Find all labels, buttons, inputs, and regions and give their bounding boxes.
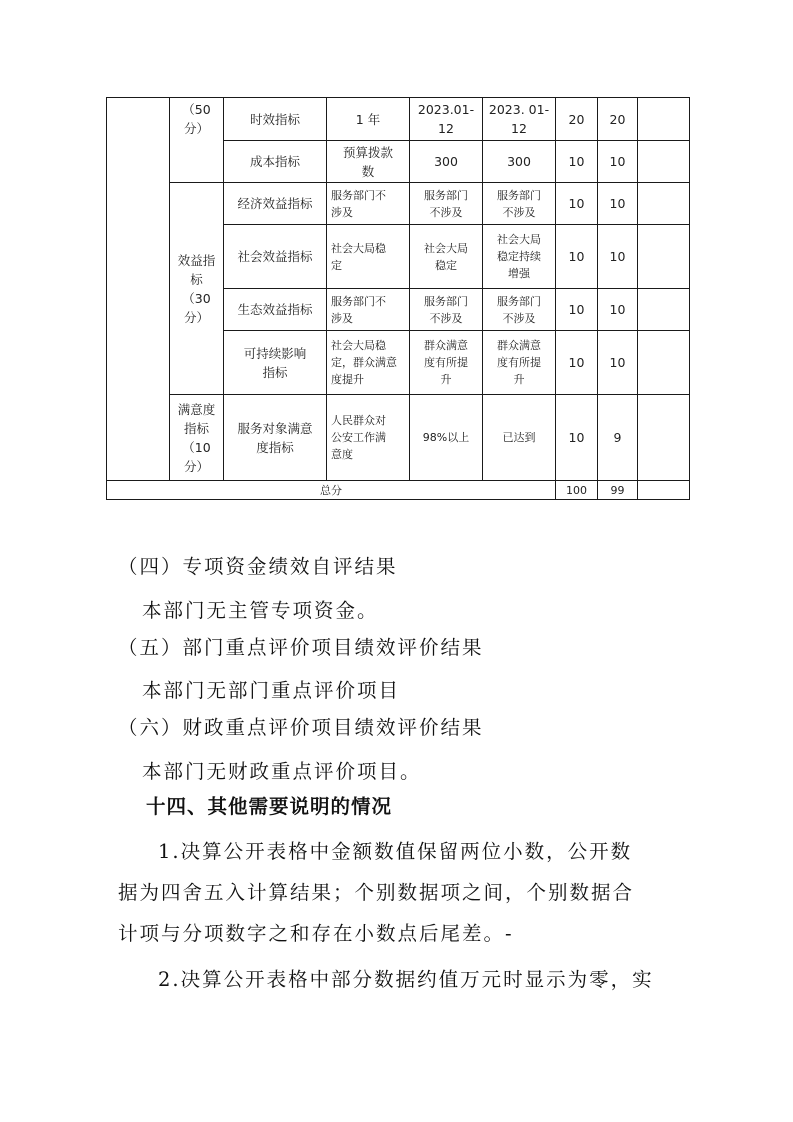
target-cell: 预算拨款 数 — [342, 144, 393, 179]
other-p1-line1: 1.决算公开表格中金额数值保留两位小数，公开数 — [158, 840, 633, 863]
note-cell — [638, 331, 689, 394]
indicator-cell: 社会效益指标 — [237, 249, 313, 264]
other-p1-line2: 据为四舍五入计算结果；个别数据项之间，个别数据合 — [118, 881, 635, 904]
value-a-cell: 2023.01- 12 — [417, 102, 475, 136]
score-cell: 10 — [609, 249, 626, 264]
group-cell-satisfaction: 满意度 指标 （10 分） — [177, 401, 216, 474]
other-p2-line1: 2.决算公开表格中部分数据约值万元时显示为零，实 — [158, 968, 654, 991]
weight-cell: 10 — [568, 430, 585, 445]
table-border-left — [106, 97, 107, 500]
total-note — [638, 481, 689, 499]
value-a-cell: 社会大局 稳定 — [424, 241, 468, 272]
section-heading-6: （六）财政重点评价项目绩效评价结果 — [118, 716, 484, 739]
value-b-cell: 群众满意 度有所提 升 — [497, 339, 541, 386]
group-cell-benefit: 效益指 标 （30 分） — [177, 252, 216, 325]
weight-cell: 10 — [568, 154, 585, 169]
target-cell: 人民群众对 公安工作满 意度 — [331, 414, 386, 461]
value-a-cell: 服务部门 不涉及 — [424, 294, 468, 325]
value-a-cell: 服务部门 不涉及 — [424, 188, 468, 219]
weight-cell: 10 — [568, 302, 585, 317]
table-border-right — [689, 97, 690, 500]
group-cell-output: （50 分） — [182, 102, 211, 136]
target-cell: 服务部门不 涉及 — [331, 294, 386, 325]
value-b-cell: 服务部门 不涉及 — [497, 188, 541, 219]
weight-cell: 10 — [568, 196, 585, 211]
weight-cell: 10 — [568, 249, 585, 264]
note-cell — [638, 141, 689, 182]
target-cell: 1 年 — [355, 111, 381, 127]
other-heading: 十四、其他需要说明的情况 — [146, 795, 393, 818]
note-cell — [638, 98, 689, 140]
note-cell — [638, 183, 689, 224]
section-body-6: 本部门无财政重点评价项目。 — [142, 760, 422, 783]
target-cell: 社会大局稳 定，群众满意 度提升 — [331, 339, 397, 386]
target-cell: 服务部门不 涉及 — [331, 188, 386, 219]
indicator-cell: 生态效益指标 — [237, 302, 313, 317]
target-cell: 社会大局稳 定 — [331, 241, 386, 272]
indicator-cell: 经济效益指标 — [237, 196, 313, 211]
value-b-cell: 社会大局 稳定持续 增强 — [497, 233, 541, 280]
score-cell: 10 — [609, 196, 626, 211]
note-cell — [638, 225, 689, 288]
note-cell — [638, 395, 689, 480]
value-b-cell: 服务部门 不涉及 — [497, 294, 541, 325]
value-b-cell: 2023. 01- 12 — [488, 102, 550, 136]
score-cell: 10 — [609, 355, 626, 370]
section-heading-5: （五）部门重点评价项目绩效评价结果 — [118, 636, 484, 659]
indicator-cell: 时效指标 — [249, 111, 300, 127]
value-b-cell: 300 — [507, 154, 531, 169]
total-label: 总分 — [320, 483, 342, 497]
value-b-cell: 已达到 — [502, 431, 536, 444]
score-cell: 20 — [609, 111, 626, 127]
weight-cell: 20 — [568, 111, 585, 127]
section-heading-4: （四）专项资金绩效自评结果 — [118, 555, 398, 578]
indicator-cell: 成本指标 — [249, 154, 300, 169]
table-border-bottom — [106, 499, 690, 500]
score-cell: 10 — [609, 302, 626, 317]
other-p1-line3: 计项与分项数字之和存在小数点后尾差。- — [118, 922, 514, 945]
total-score: 99 — [610, 483, 625, 497]
indicator-cell: 可持续影响 指标 — [243, 345, 307, 380]
value-a-cell: 98%以上 — [422, 431, 470, 444]
score-cell: 9 — [613, 430, 622, 445]
score-cell: 10 — [609, 154, 626, 169]
total-weight: 100 — [566, 483, 587, 497]
indicator-cell: 服务对象满意 度指标 — [237, 420, 313, 455]
value-a-cell: 群众满意 度有所提 升 — [424, 339, 468, 386]
note-cell — [638, 289, 689, 330]
value-a-cell: 300 — [434, 154, 458, 169]
weight-cell: 10 — [568, 355, 585, 370]
section-body-4: 本部门无主管专项资金。 — [142, 599, 379, 622]
section-body-5: 本部门无部门重点评价项目 — [142, 679, 401, 702]
